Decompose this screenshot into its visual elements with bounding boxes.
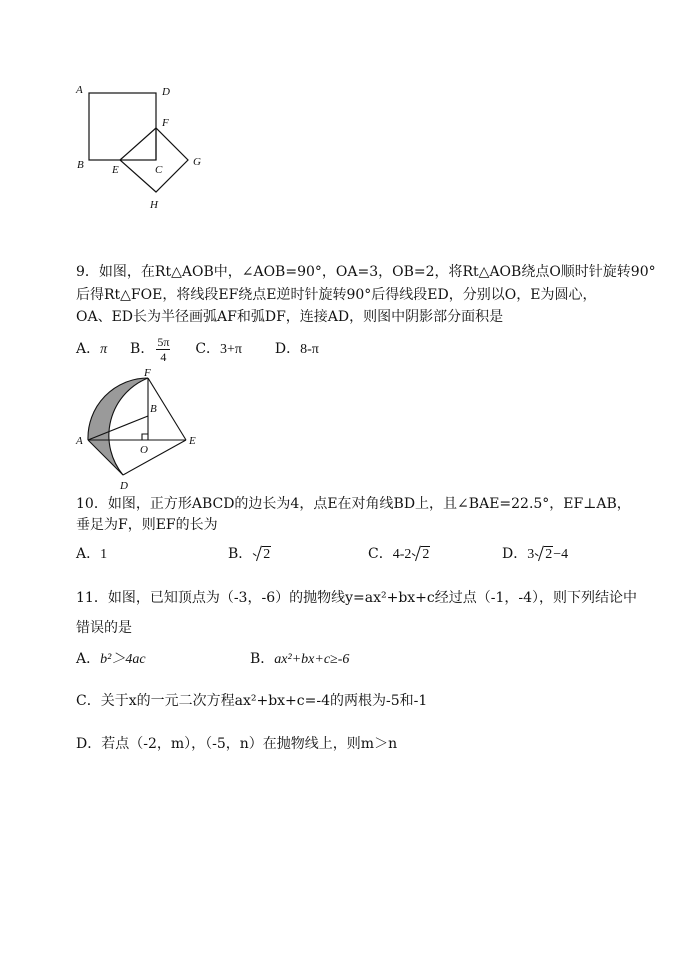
label-f: F — [162, 117, 169, 129]
right-angle-mark — [142, 434, 148, 440]
q9-option-c-value: 3+π — [220, 342, 242, 357]
q10-option-a-value: 1 — [100, 547, 108, 562]
label-d2: D — [120, 480, 128, 492]
label-d: D — [162, 86, 170, 98]
label-g: G — [193, 156, 201, 168]
label-f2: F — [144, 367, 151, 379]
q11-option-a[interactable] — [76, 648, 146, 671]
q9-option-d-label: D． — [274, 341, 301, 357]
q9-option-b-fraction — [156, 335, 170, 364]
q9-option-a[interactable] — [76, 341, 107, 357]
q11-text-line2: 错误的是 — [76, 620, 132, 636]
label-b: B — [77, 159, 84, 171]
q11-option-c-label: C． — [76, 693, 101, 709]
q9-number: 9． — [76, 264, 99, 280]
q11-option-d-label: D． — [76, 736, 102, 752]
q9-text-line2: 后得Rt△FOE，将线段EF绕点E逆时针旋转90°后得线段ED，分别以O，E为圆心， — [76, 287, 597, 303]
q9-option-b-denominator: 4 — [160, 349, 167, 364]
q10-option-d-sqrt — [535, 544, 553, 566]
q10-option-c-prefix: 4-2 — [392, 547, 412, 562]
q9-option-b-numerator: 5π — [157, 334, 170, 349]
label-e: E — [112, 164, 119, 176]
q11-text-line1: 如图，已知顶点为（-3，-6）的抛物线y=ax²+bx+c经过点（-1，-4），则下列结论中 — [107, 590, 638, 606]
q9-option-a-label: A． — [76, 341, 101, 357]
label-a2: A — [76, 435, 83, 447]
q10-text-line1: 如图，正方形ABCD的边长为4，点E在对角线BD上，且∠BAE=22.5°，EF⊥AB， — [107, 496, 631, 512]
q9-text-line1: 如图，在Rt△AOB中，∠AOB=90°，OA=3，OB=2，将Rt△AOB绕点O顺时针旋转90° — [98, 264, 656, 280]
q9-text-line3: OA、ED长为半径画弧AF和弧DF，连接AD，则图中阴影部分面积是 — [76, 309, 504, 325]
q10-option-a-label: A． — [76, 546, 101, 562]
shaded-region — [88, 378, 148, 475]
q11-line1 — [76, 587, 637, 609]
q10-option-d-radicand: 2 — [545, 547, 553, 562]
q11-option-c[interactable] — [76, 690, 427, 712]
q10-number: 10． — [76, 496, 108, 512]
q10-text-line2: 垂足为F，则EF的长为 — [76, 517, 218, 533]
q10-option-a[interactable] — [76, 543, 107, 566]
label-a: A — [76, 84, 83, 96]
figure-arcs-shaded — [70, 366, 210, 496]
q9-option-a-value: π — [100, 342, 108, 357]
q10-option-d-suffix: −4 — [553, 547, 569, 562]
label-b2: B — [150, 403, 157, 415]
q9-option-b[interactable] — [130, 334, 172, 364]
q9-option-c[interactable] — [195, 341, 242, 357]
label-h: H — [150, 199, 158, 211]
q11-option-d[interactable] — [76, 733, 397, 755]
q10-option-b-radicand: 2 — [263, 547, 271, 562]
q9-option-c-label: C． — [195, 341, 221, 357]
q9-options — [76, 334, 319, 364]
q11-option-a-label: A． — [76, 651, 101, 667]
q10-option-c-sqrt — [412, 544, 430, 566]
q11-option-a-text: b²＞4ac — [100, 652, 146, 667]
q9-option-b-label: B． — [130, 341, 155, 357]
label-e2: E — [189, 435, 196, 447]
label-c: C — [155, 164, 163, 176]
q10-line1 — [76, 493, 631, 515]
q9-option-d[interactable] — [275, 341, 319, 357]
q10-option-c-label: C． — [368, 546, 393, 562]
q11-option-c-text: 关于x的一元二次方程ax²+bx+c=-4的两根为-5和-1 — [100, 693, 428, 709]
q10-option-d-label: D． — [502, 546, 528, 562]
figure-square-rotated — [70, 78, 220, 218]
q10-option-d-prefix: 3 — [527, 547, 535, 562]
q11-option-b-text: ax²+bx+c≥-6 — [274, 652, 350, 667]
square-abcd — [89, 93, 156, 160]
q9-line1 — [76, 261, 656, 283]
q10-option-b-label: B． — [228, 546, 253, 562]
q11-option-d-text: 若点（-2，m），（-5，n）在抛物线上，则m＞n — [101, 736, 398, 752]
q11-option-b[interactable] — [250, 648, 349, 671]
segment-de — [123, 440, 186, 475]
q10-option-c-radicand: 2 — [422, 547, 430, 562]
q10-option-b-sqrt — [253, 544, 271, 566]
q10-option-d[interactable] — [502, 543, 568, 566]
q10-option-c[interactable] — [368, 543, 430, 566]
q11-number: 11． — [76, 590, 108, 606]
label-o2: O — [140, 444, 148, 456]
q10-option-b[interactable] — [228, 543, 271, 566]
q11-option-b-label: B． — [250, 651, 275, 667]
q9-option-d-value: 8-π — [300, 342, 319, 357]
